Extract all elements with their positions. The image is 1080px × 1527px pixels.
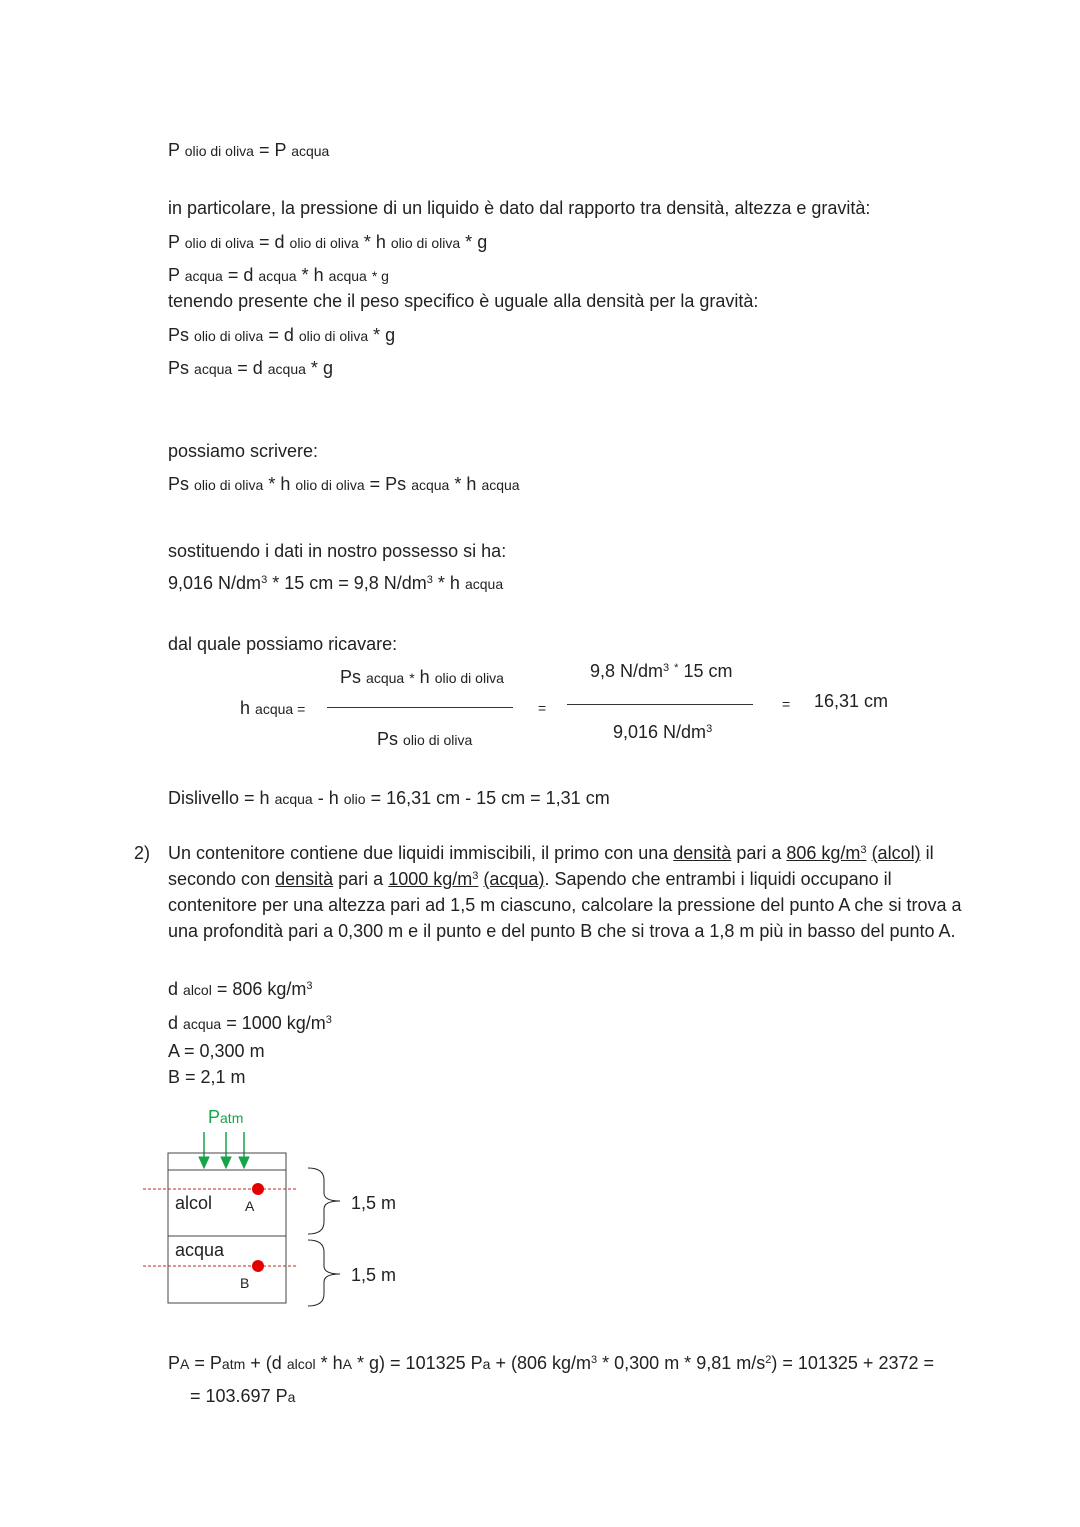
equation-substituted: 9,016 $N/dm^3 * 15$ cm = 9,8 $N/dm^3$ * h acqua — [168, 573, 504, 593]
brace-1 — [308, 1168, 340, 1234]
problem-line-1: Un contenitore contiene due liquidi immiscibili, il primo con una densità pari a 806 $kg/m^3$ (alcol) il — [168, 843, 934, 863]
data-d-alcol: d alcol = 806 $kg/m^3$ — [168, 979, 313, 999]
frac-result: 16,31 cm — [814, 691, 889, 711]
point-a-dot — [252, 1183, 264, 1195]
data-a: A = 0,300 m — [168, 1041, 265, 1061]
container-box — [168, 1153, 286, 1303]
equation-balance: Ps olio di oliva * h olio di oliva = Ps acqua * h acqua — [168, 474, 520, 494]
data-b: B = 2,1 m — [168, 1067, 246, 1087]
label-point-a: A — [245, 1198, 255, 1214]
equation-pressure-equality: P olio di oliva = P acqua — [168, 140, 330, 160]
equation-pressure-acqua: P acqua = d acqua * h acqua * g — [168, 265, 389, 285]
equation-peso-acqua: Ps acqua = d acqua * g — [168, 358, 333, 378]
sostituendo-text: sostituendo i dati in nostro possesso si ha: — [168, 541, 507, 561]
dislivello-line: Dislivello = h acqua - h olio = 16,31 cm - 15 cm = 1,31 cm — [168, 788, 610, 808]
patm-label: Patm — [208, 1107, 244, 1127]
frac-denominator-1: Ps olio di oliva — [377, 729, 473, 749]
scrivere-text: possiamo scrivere: — [168, 441, 319, 461]
frac-numerator-1: Ps acqua * h olio di oliva — [340, 667, 504, 687]
patm-arrows — [199, 1132, 249, 1168]
intro-text: in particolare, la pressione di un liquido è dato dal rapporto tra densità, altezza e gravità: — [168, 198, 871, 218]
label-height-1: 1,5 m — [351, 1193, 397, 1213]
result-line-2: = 103.697 Pa — [190, 1386, 296, 1406]
problem-line-3: contenitore per una altezza pari ad 1,5 m ciascuno, calcolare la pressione del punto A che si trova a — [168, 895, 962, 915]
label-point-b: B — [240, 1275, 250, 1291]
equation-peso-olio: Ps olio di oliva = d olio di oliva * g — [168, 325, 396, 345]
label-height-2: 1,5 m — [351, 1265, 397, 1285]
frac-equals-1: = — [538, 700, 547, 716]
point-b-dot — [252, 1260, 264, 1272]
problem-line-2: secondo con densità pari a 1000 $kg/m^3$ (acqua). Sapendo che entrambi i liquidi occupano il — [168, 869, 892, 889]
problem-number: 2) — [134, 843, 151, 863]
data-d-acqua: d acqua = 1000 $kg/m^3$ — [168, 1013, 332, 1033]
frac-numerator-2: 9,8 $N/dm^3$ * 15 cm — [590, 661, 733, 681]
brace-2 — [308, 1240, 340, 1306]
frac-equals-2: = — [782, 696, 791, 712]
problem-line-4: una profondità pari a 0,300 m e il punto e del punto B che si trova a 1,8 m più in basso del punto A. — [168, 921, 956, 941]
result-line-1: PA = Patm + (d alcol * hA * g) = 101325 Pa + (806 $kg/m^3 * 0,300$ m * 9,81 $m/s^2) = 101325 + 2372$ = — [168, 1353, 935, 1373]
frac-lhs: h acqua = — [240, 698, 306, 718]
frac-denominator-2: 9,016 $N/dm^3$ — [613, 722, 713, 742]
ricavare-text: dal quale possiamo ricavare: — [168, 634, 398, 654]
label-acqua: acqua — [175, 1240, 225, 1260]
note-text: tenendo presente che il peso specifico è uguale alla densità per la gravità: — [168, 291, 759, 311]
label-alcol: alcol — [175, 1193, 213, 1213]
equation-pressure-olio: P olio di oliva = d olio di oliva * h olio di oliva * g — [168, 232, 488, 252]
